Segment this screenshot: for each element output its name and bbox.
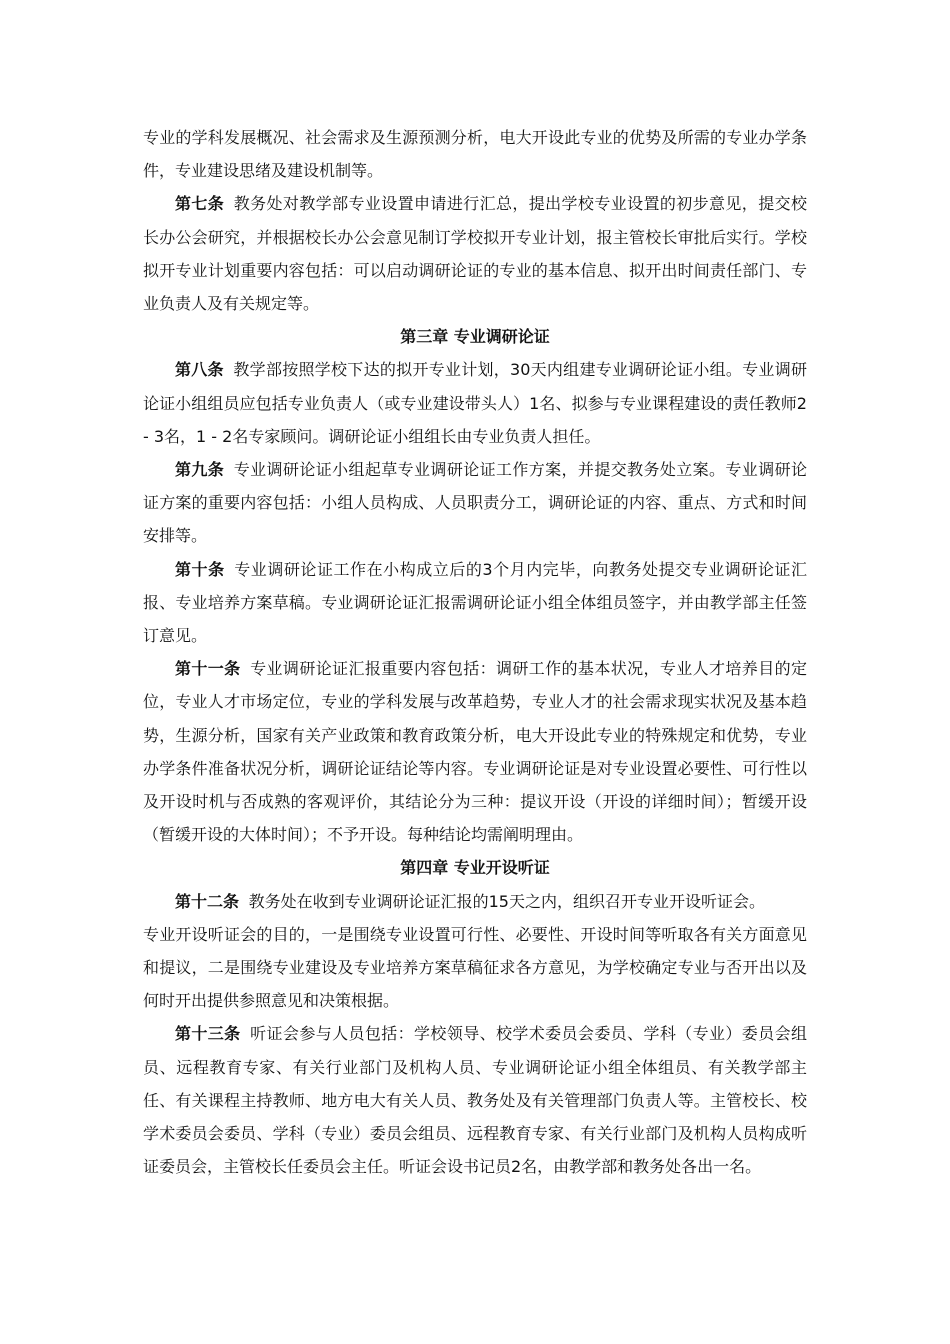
article-text: 专业调研论证小组起草专业调研论证工作方案，并提交教务处立案。专业调研论证方案的重要内容包括：小组人员构成、人员职责分工，调研论证的内容、重点、方式和时间安排等。 — [143, 460, 807, 546]
article-text: 听证会参与人员包括：学校领导、校学术委员会委员、学科（专业）委员会组员、远程教育专家、有关行业部门及机构人员、专业调研论证小组全体组员、有关教学部主任、有关课程主持教师、地方电大有关人员、教务处及有关管理部门负责人等。主管校长、校学术委员会委员、学科（专业）委员会组员、远程教育专家、有关行业部门及机构人员构成听证委员会，主管校长任委员会主任。听证会设书记员2名，由教学部和教务处各出一名。 — [143, 1024, 807, 1177]
article-13 — [143, 1017, 807, 1183]
chapter-3-heading: 第三章 专业调研论证 — [400, 327, 550, 347]
article-text: 专业调研论证工作在小构成立后的3个月内完毕，向教务处提交专业调研论证汇报、专业培养方案草稿。专业调研论证汇报需调研论证小组全体组员签字，并由教学部主任签订意见。 — [143, 559, 807, 646]
article-label: 第十一条 — [175, 659, 241, 679]
article-11 — [143, 652, 807, 851]
article-text: 教务处对教学部专业设置申请进行汇总，提出学校专业设置的初步意见，提交校长办公会研究，并根据校长办公会意见制订学校拟开专业计划，报主管校长审批后实行。学校拟开专业计划重要内容包括：可以启动调研论证的专业的基本信息、拟开出时间责任部门、专业负责人及有关规定等。 — [143, 194, 807, 314]
article-label: 第十二条 — [175, 891, 240, 911]
article-text: 专业调研论证汇报重要内容包括：调研工作的基本状况，专业人才培养目的定位，专业人才市场定位，专业的学科发展与改革趋势，专业人才的社会需求现实状况及基本趋势，生源分析，国家有关产业政策和教育政策分析，电大开设此专业的特殊规定和优势，专业办学条件准备状况分析，调研论证结论等内容。专业调研论证是对专业设置必要性、可行性以及开设时机与否成熟的客观评价，其结论分为三种：提议开设（开设的详细时间）；暂缓开设（暂缓开设的大体时间）；不予开设。每种结论均需阐明理由。 — [143, 659, 807, 845]
paragraph-continuation — [143, 121, 807, 187]
article-8 — [143, 353, 807, 453]
paragraph-text: 专业开设听证会的目的，一是围绕专业设置可行性、必要性、开设时间等听取各有关方面意见和提议，二是围绕专业建设及专业培养方案草稿征求各方意见，为学校确定专业与否开出以及何时开出提供参照意见和决策根据。 — [143, 924, 807, 1011]
article-label: 第十条 — [175, 559, 225, 579]
article-text: 教务处在收到专业调研论证汇报的15天之内，组织召开专业开设听证会。 — [248, 891, 765, 911]
article-9 — [143, 453, 807, 553]
article-label: 第九条 — [175, 460, 225, 480]
paragraph-text: 专业的学科发展概况、社会需求及生源预测分析，电大开设此专业的优势及所需的专业办学条件，专业建设思绪及建设机制等。 — [143, 128, 807, 181]
document-body — [143, 121, 807, 1184]
article-label: 第八条 — [175, 360, 224, 380]
article-7 — [143, 187, 807, 320]
article-text: 教学部按照学校下达的拟开专业计划，30天内组建专业调研论证小组。专业调研论证小组组员应包括专业负责人（或专业建设带头人）1名、拟参与专业课程建设的责任教师2 - 3名，1 - 2名专家顾问。调研论证小组组长由专业负责人担任。 — [143, 360, 807, 446]
article-10 — [143, 553, 807, 653]
article-12 — [143, 885, 807, 918]
paragraph-hearing-purpose — [143, 918, 807, 1018]
article-label: 第七条 — [175, 194, 225, 214]
chapter-4-heading: 第四章 专业开设听证 — [400, 858, 550, 878]
article-label: 第十三条 — [175, 1024, 241, 1044]
